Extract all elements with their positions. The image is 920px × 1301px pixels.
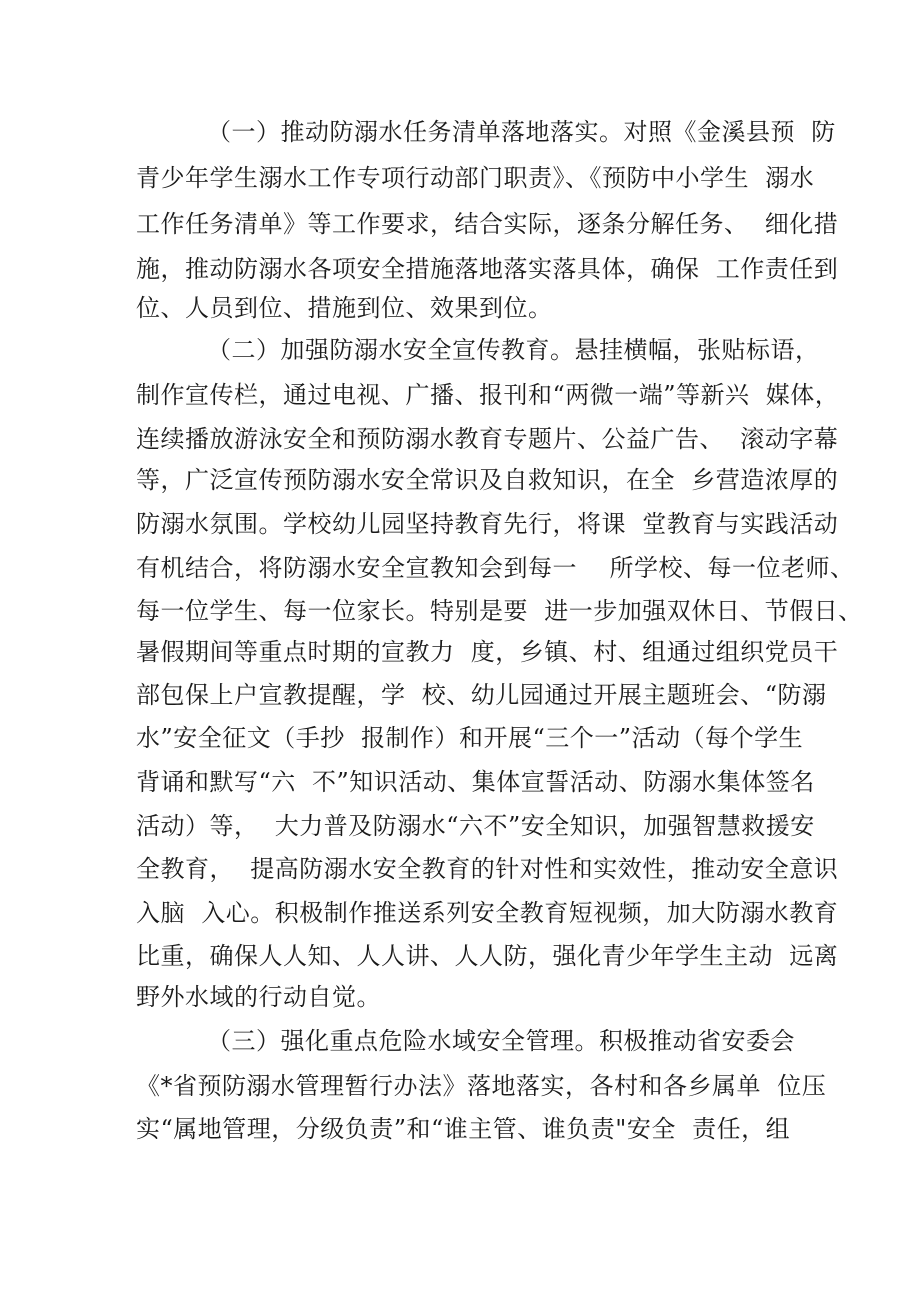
paragraph-2-line-14: 入脑 入心。积极制作推送系列安全教育短视频，加大防溺水教育 [136, 899, 839, 927]
paragraph-1-line-3: 工作任务清单》等工作要求，结合实际，逐条分解任务、 细化措 [136, 210, 839, 238]
paragraph-2-line-2: 制作宣传栏，通过电视、广播、报刊和“两微一端”等新兴 媒体， [136, 381, 840, 409]
paragraph-2-line-11: 背诵和默写“六 不”知识活动、集体宣誓活动、防溺水集体签名 [136, 768, 815, 796]
paragraph-1-line-5: 位、人员到位、措施到位、效果到位。 [136, 294, 553, 322]
paragraph-1-line-4: 施，推动防溺水各项安全措施落地落实落具体，确保 工作责任到 [136, 255, 839, 283]
paragraph-2-line-12: 活动）等， 大力普及防溺水“六不”安全知识，加强智慧救援安 [136, 812, 815, 840]
paragraph-2-line-15: 比重，确保人人知、人人讲、人人防，强化青少年学生主动 远离 [136, 942, 839, 970]
paragraph-2-line-8: 暑假期间等重点时期的宣教力 度，乡镇、村、组通过组织党员干 [136, 638, 839, 666]
paragraph-3-line-2: 《*省预防溺水管理暂行办法》落地落实，各村和各乡属单 位压 [136, 1072, 827, 1100]
paragraph-1-line-2: 青少年学生溺水工作专项行动部门职责》、《预防中小学生 溺水 [136, 164, 815, 192]
paragraph-2-line-4: 等，广泛宣传预防溺水安全常识及自救知识，在全 乡营造浓厚的 [136, 466, 839, 494]
paragraph-2-line-3: 连续播放游泳安全和预防溺水教育专题片、公益广告、 滚动字幕 [136, 425, 839, 453]
paragraph-2-line-16: 野外水域的行动自觉。 [136, 983, 381, 1011]
paragraph-2-line-10: 水”安全征文（手抄 报制作）和开展“三个一”活动（每个学生 [136, 724, 804, 752]
paragraph-3-line-3: 实“属地管理，分级负责”和“谁主管、谁负责"安全 责任，组 [136, 1115, 791, 1143]
paragraph-2-line-6: 有机结合，将防溺水安全宣教知会到每一 所学校、每一位老师、 [136, 554, 855, 582]
paragraph-2-line-7: 每一位学生、每一位家长。特别是要 进一步加强双休日、节假日、 [136, 597, 863, 625]
paragraph-2-line-13: 全教育， 提高防溺水安全教育的针对性和实效性，推动安全意识 [136, 855, 839, 883]
paragraph-3-line-1: （三）强化重点危险水域安全管理。积极推动省安委会 [207, 1027, 795, 1055]
paragraph-1-line-1: （一）推动防溺水任务清单落地落实。对照《金溪县预 防 [207, 118, 836, 146]
paragraph-2-line-5: 防溺水氛围。学校幼儿园坚持教育先行，将课 堂教育与实践活动 [136, 510, 839, 538]
paragraph-2-line-1: （二）加强防溺水安全宣传教育。悬挂横幅，张贴标语， [207, 336, 820, 364]
paragraph-2-line-9: 部包保上户宣教提醒，学 校、幼儿园通过开展主题班会、“防溺 [136, 681, 827, 709]
